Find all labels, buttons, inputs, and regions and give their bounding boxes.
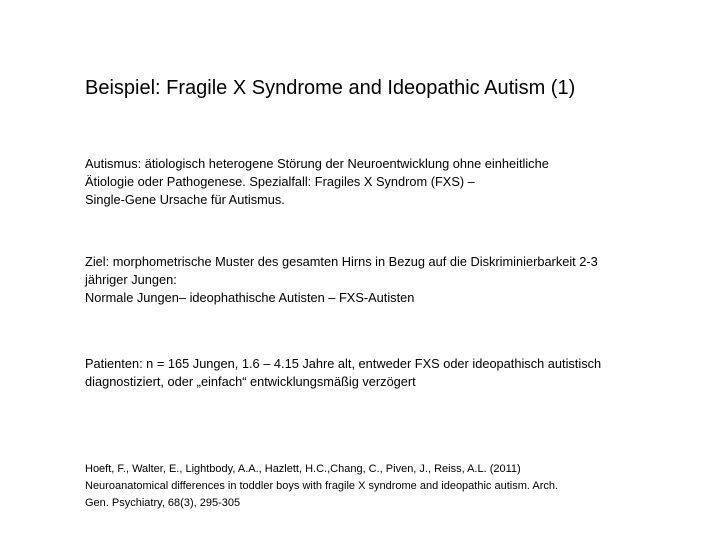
paragraph-line: jähriger Jungen: xyxy=(85,272,177,287)
paragraph-autismus xyxy=(85,155,710,209)
paragraph-ziel xyxy=(85,253,710,307)
paragraph-line: Autismus: ätiologisch heterogene Störung der Neuroentwicklung ohne einheitliche xyxy=(85,156,549,171)
paragraph-line: Ätiologie oder Pathogenese. Spezialfall: Fragiles X Syndrom (FXS) – xyxy=(85,174,475,189)
paragraph-line: Ziel: morphometrische Muster des gesamten Hirns in Bezug auf die Diskriminierbarkeit 2-3 xyxy=(85,254,598,269)
reference-line: Neuroanatomical differences in toddler boys with fragile X syndrome and ideopathic autism. Arch. xyxy=(85,480,559,492)
slide-title: Beispiel: Fragile X Syndrome and Ideopathic Autism (1) xyxy=(85,77,576,99)
paragraph-line: diagnostiziert, oder „einfach“ entwicklungsmäßig verzögert xyxy=(85,374,416,389)
paragraph-line: Single-Gene Ursache für Autismus. xyxy=(85,192,285,207)
paragraph-line: Patienten: n = 165 Jungen, 1.6 – 4.15 Jahre alt, entweder FXS oder ideopathisch autistisch xyxy=(85,356,602,371)
reference-line: Hoeft, F., Walter, E., Lightbody, A.A., Hazlett, H.C.,Chang, C., Piven, J., Reiss, A.L. (2011) xyxy=(85,463,521,475)
paragraph-patienten xyxy=(85,355,710,391)
paragraph-line: Normale Jungen– ideophathische Autisten – FXS-Autisten xyxy=(85,290,415,305)
reference-citation xyxy=(85,461,710,512)
reference-line: Gen. Psychiatry, 68(3), 295-305 xyxy=(85,497,241,509)
